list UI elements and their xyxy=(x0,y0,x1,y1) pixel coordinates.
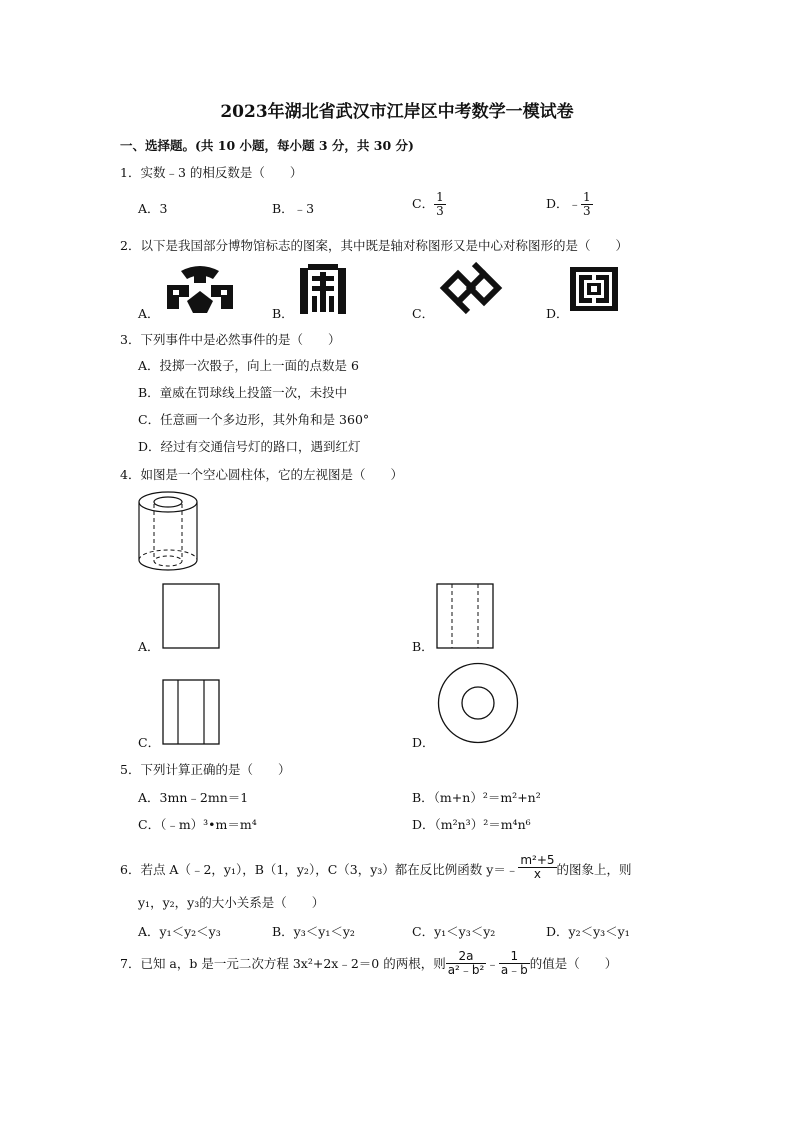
q4-option-d-figure xyxy=(437,662,519,744)
fraction-denominator: x xyxy=(533,867,541,881)
q6-stem-end: 的图象上，则 xyxy=(556,862,632,877)
q2-option-b: B． xyxy=(272,306,294,321)
q4-option-c-figure xyxy=(162,679,220,745)
q3-option-a: A．投掷一次骰子，向上一面的点数是 6 xyxy=(138,358,359,373)
q1-option-d xyxy=(546,191,593,218)
fraction-numerator: 2a xyxy=(446,950,487,964)
museum-logo-b-icon xyxy=(298,262,348,316)
q6-stem-start: 6．若点 A（﹣2，y₁），B（1，y₂），C（3，y₃）都在反比例函数 y＝ xyxy=(120,862,506,877)
q4-option-a: A． xyxy=(138,639,160,654)
q7-fraction-2 xyxy=(499,950,530,977)
hollow-cylinder-figure xyxy=(136,490,202,574)
fraction-numerator: 1 xyxy=(499,950,530,964)
question-6-stem-line2: y₁，y₂，y₃的大小关系是（ ） xyxy=(138,895,325,910)
q5-option-c: C．（﹣m）³•m＝m⁴ xyxy=(138,817,257,832)
q1-option-b: B．﹣3 xyxy=(272,201,315,216)
fraction-denominator: a﹣b xyxy=(500,963,528,977)
fraction-numerator: m²+5 xyxy=(520,853,555,867)
q1-option-c-label: C． xyxy=(412,196,435,211)
q5-option-a: A．3mn﹣2mn＝1 xyxy=(138,790,249,805)
fraction-numerator: 1 xyxy=(583,190,591,204)
q7-fraction-1 xyxy=(446,950,487,977)
q1-option-a: A．3 xyxy=(138,201,168,216)
question-3-stem: 3．下列事件中是必然事件的是（ ） xyxy=(120,332,341,347)
fraction-numerator: 1 xyxy=(436,190,444,204)
q1-option-d-fraction xyxy=(581,191,593,218)
q1-option-c-fraction xyxy=(434,191,446,218)
fraction-denominator: 3 xyxy=(583,204,591,218)
question-5-stem: 5．下列计算正确的是（ ） xyxy=(120,762,291,777)
question-7-stem xyxy=(120,950,617,977)
q6-option-c: C．y₁＜y₃＜y₂ xyxy=(412,924,496,939)
museum-logo-c-icon xyxy=(438,262,504,314)
q7-stem-start: 7．已知 a，b 是一元二次方程 3x²+2x﹣2＝0 的两根，则 xyxy=(120,956,446,971)
q3-option-c: C．任意画一个多边形，其外角和是 360° xyxy=(138,412,370,427)
q4-option-b: B． xyxy=(412,639,434,654)
question-1-stem: 1．实数﹣3 的相反数是（ ） xyxy=(120,165,303,180)
page-title: 2023年湖北省武汉市江岸区中考数学一模试卷 xyxy=(220,102,574,122)
question-6-stem xyxy=(120,854,632,881)
q6-option-a: A．y₁＜y₂＜y₃ xyxy=(138,924,221,939)
q1-option-c xyxy=(412,191,446,218)
section-heading: 一、选择题。(共 10 小题，每小题 3 分，共 30 分) xyxy=(120,138,414,153)
minus-sign: ﹣ xyxy=(505,862,519,877)
q1-option-d-label: D． xyxy=(546,196,569,211)
question-4-stem: 4．如图是一个空心圆柱体，它的左视图是（ ） xyxy=(120,467,403,482)
q4-option-c: C． xyxy=(138,735,161,750)
question-2-stem: 2．以下是我国部分博物馆标志的图案，其中既是轴对称图形又是中心对称图形的是（ ） xyxy=(120,238,628,253)
q6-option-d: D．y₂＜y₃＜y₁ xyxy=(546,924,630,939)
q7-stem-end: 的值是（ ） xyxy=(529,956,618,971)
q3-option-d: D．经过有交通信号灯的路口，遇到红灯 xyxy=(138,439,361,454)
fraction-denominator: 3 xyxy=(436,204,444,218)
q4-option-d: D． xyxy=(412,735,435,750)
museum-logo-d-icon xyxy=(569,266,619,312)
q6-option-b: B．y₃＜y₁＜y₂ xyxy=(272,924,355,939)
minus-sign: ﹣ xyxy=(486,956,499,971)
q4-option-a-figure xyxy=(162,583,220,649)
q4-option-b-figure xyxy=(436,583,494,649)
q6-fraction xyxy=(518,854,556,881)
fraction-denominator: a²﹣b² xyxy=(447,963,485,977)
museum-logo-a-icon xyxy=(163,263,237,315)
q2-option-d: D． xyxy=(546,306,569,321)
q5-option-d: D．（m²n³）²＝m⁴n⁶ xyxy=(412,817,531,832)
q5-option-b: B．（m+n）²＝m²+n² xyxy=(412,790,541,805)
q2-option-a: A． xyxy=(138,306,160,321)
minus-sign: ﹣ xyxy=(568,196,582,211)
q3-option-b: B．童威在罚球线上投篮一次，未投中 xyxy=(138,385,348,400)
q2-option-c: C． xyxy=(412,306,435,321)
